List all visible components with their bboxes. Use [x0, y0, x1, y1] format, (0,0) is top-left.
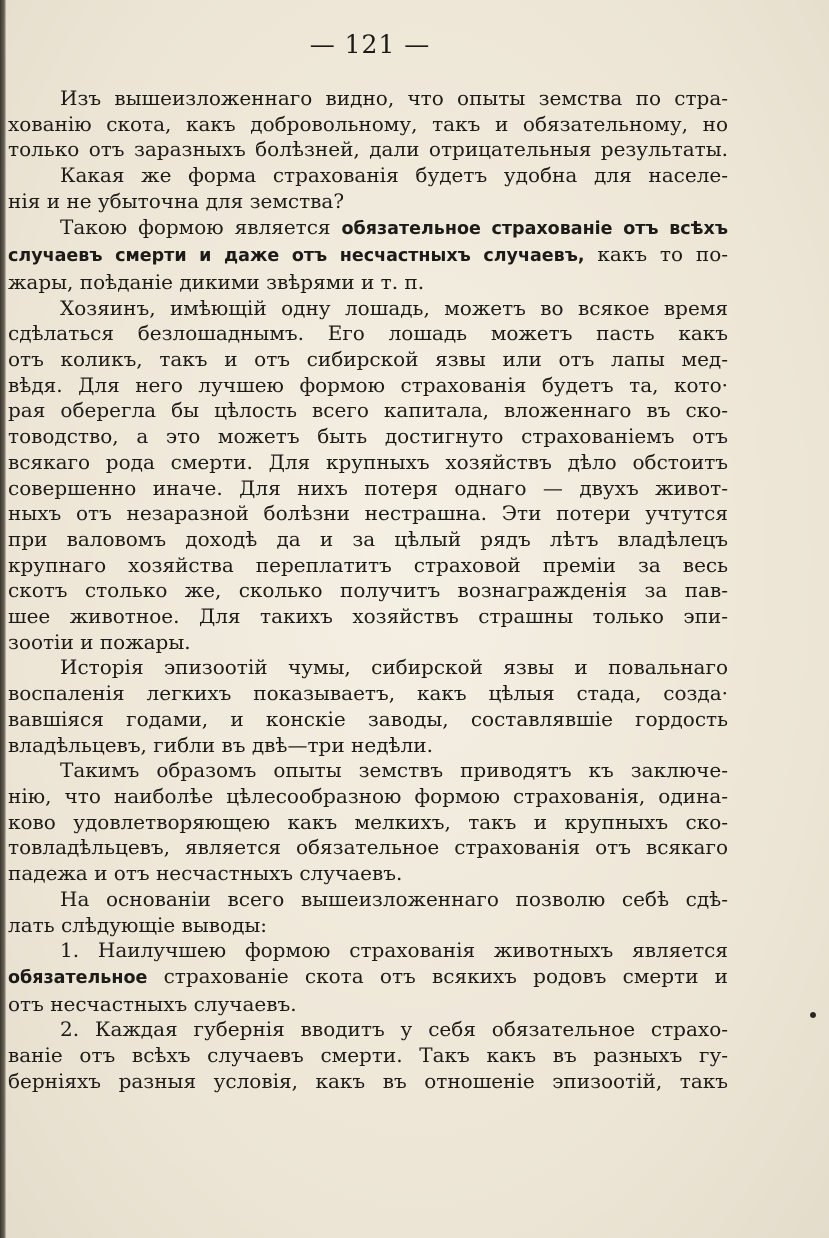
text-line: Изъ вышеизложеннаго видно, что опыты земства по стра-	[60, 86, 728, 110]
page-body-text	[8, 86, 728, 1094]
text-segment: Такою формою является	[60, 214, 342, 239]
text-line: сдѣлаться безлошаднымъ. Его лошадь можетъ пасть какъ	[8, 321, 728, 346]
text-line: Какая же форма страхованія будетъ удобна для населе-	[60, 163, 728, 188]
text-line: ваніе отъ всѣхъ случаевъ смерти. Такъ какъ въ разныхъ гу-	[8, 1043, 728, 1068]
ink-spot	[810, 1012, 816, 1018]
text-line: отъ несчастныхъ случаевъ.	[8, 991, 297, 1016]
text-line: крупнаго хозяйства переплатитъ страховой преміи за весь	[8, 552, 728, 577]
text-line: 2. Каждая губернія вводитъ у себя обязательное страхо-	[60, 1017, 728, 1042]
text-line	[8, 242, 728, 270]
text-line: только отъ заразныхъ болѣзней, дали отрицательныя результаты.	[8, 137, 728, 162]
text-line: при валовомъ доходѣ да и за цѣлый рядъ лѣтъ владѣлецъ	[8, 526, 728, 551]
text-line: нію, что наиболѣе цѣлесообразною формою страхованія, одина-	[8, 783, 728, 808]
text-line: На основаніи всего вышеизложеннаго позволю себѣ сдѣ-	[60, 886, 728, 911]
bold-text-segment: случаевъ смерти и даже отъ несчастныхъ случаевъ,	[8, 246, 585, 267]
text-line: скотъ столько же, сколько получитъ вознагражденія за пав-	[8, 578, 728, 603]
bold-text-segment: обязательное страхованіе отъ всѣхъ	[341, 218, 728, 239]
bold-text-segment: обязательное	[8, 967, 148, 988]
page-binding-edge	[0, 0, 6, 1238]
text-line: 1. Наилучшею формою страхованія животныхъ является	[60, 938, 728, 963]
text-line: совершенно иначе. Для нихъ потеря однаго — двухъ живот-	[8, 475, 728, 500]
text-line: нія и не убыточна для земства?	[8, 188, 345, 213]
text-line: жары, поѣданіе дикими звѣрями и т. п.	[8, 269, 425, 294]
text-line: товодство, а это можетъ быть достигнуто страхованіемъ отъ	[8, 424, 728, 449]
text-line: хованію скота, какъ добровольному, такъ и обязательному, но	[8, 111, 728, 136]
text-line: зоотіи и пожары.	[8, 629, 191, 654]
text-line: падежа и отъ несчастныхъ случаевъ.	[8, 861, 403, 886]
text-line: вѣдя. Для него лучшею формою страхованія будетъ та, кото·	[8, 372, 728, 397]
text-line: лать слѣдующіе выводы:	[8, 912, 268, 937]
text-line: берніяхъ разныя условія, какъ въ отношеніе эпизоотій, такъ	[8, 1068, 728, 1093]
text-segment: страхованіе скота отъ всякихъ родовъ смерти и	[147, 963, 728, 988]
text-line: владѣльцевъ, гибли въ двѣ—три недѣли.	[8, 732, 433, 757]
text-line: Исторія эпизоотій чумы, сибирской язвы и повальнаго	[60, 655, 728, 680]
text-line: Хозяинъ, имѣющій одну лошадь, можетъ во всякое время	[60, 295, 728, 320]
text-segment: какъ то по-	[584, 242, 728, 267]
text-line: рая оберегла бы цѣлость всего капитала, вложеннаго въ ско-	[8, 398, 728, 423]
text-line: ково удовлетворяющею какъ мелкихъ, такъ и крупныхъ ско-	[8, 809, 728, 834]
text-line: отъ коликъ, такъ и отъ сибирской язвы или отъ лапы мед-	[8, 347, 728, 372]
text-line: товладѣльцевъ, является обязательное страхованія отъ всякаго	[8, 835, 728, 860]
text-line	[8, 215, 728, 243]
text-line: шее животное. Для такихъ хозяйствъ страшны только эпи-	[8, 604, 728, 629]
text-line: ныхъ отъ незаразной болѣзни нестрашна. Эти потери учтутся	[8, 501, 728, 526]
text-line: вавшіяся годами, и конскіе заводы, составлявшіе гордость	[8, 706, 728, 731]
text-line	[8, 964, 728, 992]
text-line: всякаго рода смерти. Для крупныхъ хозяйствъ дѣло обстоитъ	[8, 449, 728, 474]
page-number: — 121 —	[309, 30, 431, 59]
text-line: Такимъ образомъ опыты земствъ приводятъ къ заключе-	[60, 758, 728, 783]
text-line: воспаленія легкихъ показываетъ, какъ цѣлыя стада, созда·	[8, 681, 728, 706]
